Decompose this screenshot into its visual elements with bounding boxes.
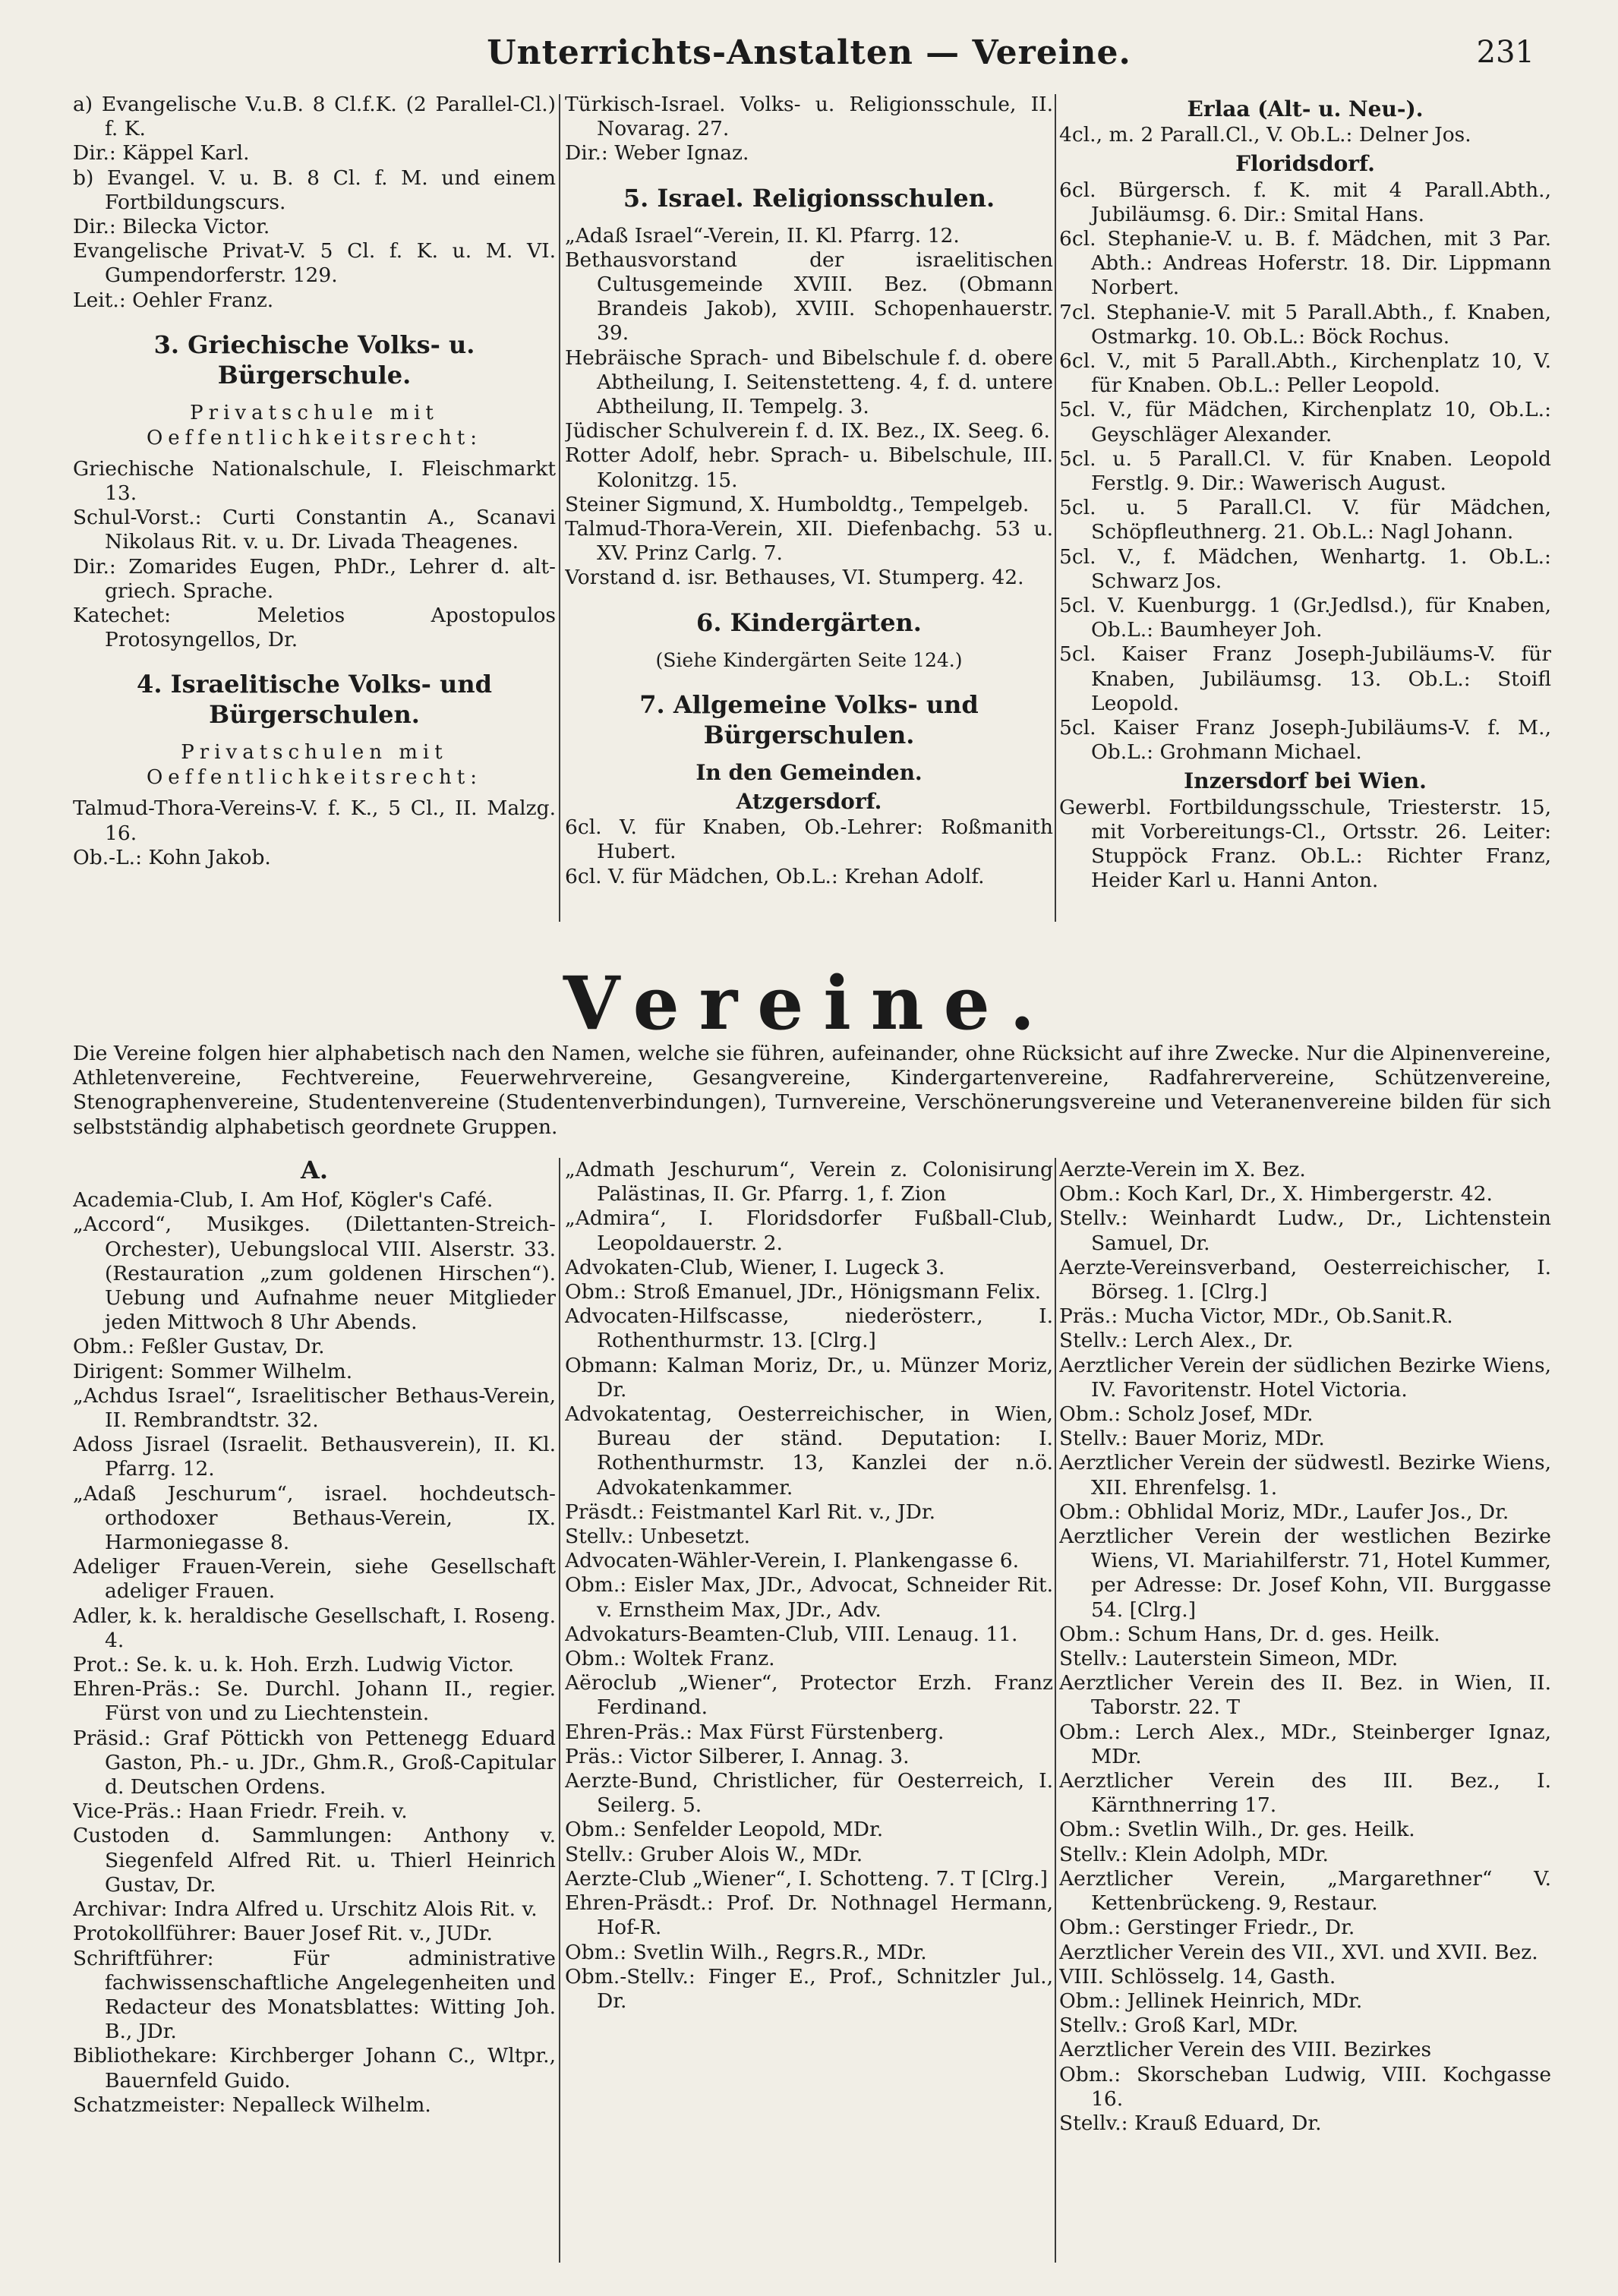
entry: Obm.: Eisler Max, JDr., Advocat, Schneider Rit. v. Ernstheim Max, JDr., Adv. xyxy=(565,1573,1053,1622)
entry: Custoden d. Sammlungen: Anthony v. Siegenfeld Alfred Rit. u. Thierl Heinrich Gustav, Dr. xyxy=(73,1824,556,1897)
entry: Präsid.: Graf Pöttickh von Pettenegg Eduard Gaston, Ph.- u. JDr., Ghm.R., Groß-Capitular d. Deutschen Ordens. xyxy=(73,1726,556,1799)
entry: Obm.: Stroß Emanuel, JDr., Hönigsmann Felix. xyxy=(565,1280,1042,1304)
entry: Ehren-Präs.: Max Fürst Fürstenberg. xyxy=(565,1720,945,1744)
entry: Obm.: Koch Karl, Dr., X. Himbergerstr. 42. xyxy=(1059,1182,1493,1206)
entry: Advocaten-Hilfscasse, niederösterr., I. Rothenthurmstr. 13. [Clrg.] xyxy=(565,1304,1053,1353)
entry: 5cl. Kaiser Franz Joseph-Jubiläums-V. f. M., Ob.L.: Grohmann Michael. xyxy=(1059,716,1551,765)
entry: Talmud-Thora-Verein, XII. Diefenbachg. 53 u. XV. Prinz Carlg. 7. xyxy=(565,517,1053,566)
entry: Obm.: Svetlin Wilh., Regrs.R., MDr. xyxy=(565,1940,927,1964)
subsection-heading: 7. Allgemeine Volks- und Bürgerschulen. xyxy=(639,689,979,749)
entry: 6cl. Stephanie-V. u. B. f. Mädchen, mit 3 Par. Abth.: Andreas Hoferstr. 18. Dir. Lippmann Norbert. xyxy=(1059,227,1551,300)
entry: Obm.: Skorscheban Ludwig, VIII. Kochgasse 16. xyxy=(1059,2062,1551,2111)
entry: Schriftführer: Für administrative fachwissenschaftliche Angelegenheiten und Redacteur des Monatsblattes: Witting Joh. B., JDr. xyxy=(73,1946,556,2044)
entry: Stellv.: Unbesetzt. xyxy=(565,1525,751,1549)
entry: Stellv.: Lerch Alex., Dr. xyxy=(1059,1329,1294,1353)
entry: Obm.-Stellv.: Finger E., Prof., Schnitzler Jul., Dr. xyxy=(565,1964,1053,2013)
entry: Aerztlicher Verein, „Margarethner“ V. Kettenbrückeng. 9, Restaur. xyxy=(1059,1866,1551,1916)
entry: Dir.: Weber Ignaz. xyxy=(565,141,749,166)
running-header xyxy=(0,30,1618,76)
entry: 4cl., m. 2 Parall.Cl., V. Ob.L.: Delner Jos. xyxy=(1059,123,1471,147)
entry: Aerzte-Verein im X. Bez. xyxy=(1059,1158,1306,1181)
entry: Präsdt.: Feistmantel Karl Rit. v., JDr. xyxy=(565,1500,936,1524)
entry: Prot.: Se. k. u. k. Hoh. Erzh. Ludwig Victor. xyxy=(73,1653,515,1677)
page-number: 231 xyxy=(1476,35,1534,70)
entry: 5cl. Kaiser Franz Joseph-Jubiläums-V. für Knaben, Jubiläumsg. 13. Ob.L.: Stoifl Leopold. xyxy=(1059,642,1551,715)
entry: Obm.: Svetlin Wilh., Dr. ges. Heilk. xyxy=(1059,1818,1415,1842)
entry: Advocaten-Wähler-Verein, I. Plankengasse 6. xyxy=(565,1549,1019,1573)
place-heading: Erlaa (Alt- u. Neu-). xyxy=(1187,96,1424,121)
entry: Dirigent: Sommer Wilhelm. xyxy=(73,1359,353,1383)
entry: Stellv.: Groß Karl, MDr. xyxy=(1059,2014,1299,2038)
section-heading-vereine: Vereine. xyxy=(563,960,1055,1046)
entry: Schul-Vorst.: Curti Constantin A., Scanavi Nikolaus Rit. v. u. Dr. Livada Theagenes. xyxy=(73,506,556,554)
entry: Stellv.: Gruber Alois W., MDr. xyxy=(565,1842,863,1866)
entry: Jüdischer Schulverein f. d. IX. Bez., IX. Seeg. 6. xyxy=(565,419,1050,443)
entry: Katechet: Meletios Apostopulos Protosyngellos, Dr. xyxy=(73,604,556,652)
entry: 6cl. V., mit 5 Parall.Abth., Kirchenplatz 10, V. für Knaben. Ob.L.: Peller Leopold. xyxy=(1059,349,1551,398)
entry: Academia-Club, I. Am Hof, Kögler's Café. xyxy=(73,1188,494,1213)
entry: Schatzmeister: Nepalleck Wilhelm. xyxy=(73,2093,431,2117)
entry: Obm.: Scholz Josef, MDr. xyxy=(1059,1402,1314,1427)
entry: Archivar: Indra Alfred u. Urschitz Alois Rit. v. xyxy=(73,1897,538,1922)
place-heading: In den Gemeinden. xyxy=(695,759,923,785)
entry: Ob.-L.: Kohn Jakob. xyxy=(73,845,271,869)
entry: „Admath Jeschurum“, Verein z. Colonisirung Palästinas, II. Gr. Pfarrg. 1, f. Zion xyxy=(565,1158,1053,1206)
entry: 6cl. V. für Knaben, Ob.-Lehrer: Roßmanith Hubert. xyxy=(565,815,1053,864)
entry: Stellv.: Lauterstein Simeon, MDr. xyxy=(1059,1647,1399,1671)
column-rule xyxy=(559,94,560,922)
entry: Gewerbl. Fortbildungsschule, Triesterstr. 15, mit Vorbereitungs-Cl., Ortsstr. 26. Leiter: Stuppöck Franz. Ob.L.: Richter Franz, Heider Karl u. Hanni Anton. xyxy=(1059,795,1551,893)
entry: Obm.: Woltek Franz. xyxy=(565,1647,775,1671)
entry: Bethausvorstand der israelitischen Cultusgemeinde XVIII. Bez. (Obmann Brandeis Jakob), XVIII. Schopenhauerstr. 39. xyxy=(565,248,1053,345)
entry: a) Evangelische V.u.B. 8 Cl.f.K. (2 Parallel-Cl.) f. K. xyxy=(73,93,556,141)
entry: Talmud-Thora-Vereins-V. f. K., 5 Cl., II. Malzg. 16. xyxy=(73,796,556,845)
entry: Bibliothekare: Kirchberger Johann C., Wltpr., Bauernfeld Guido. xyxy=(73,2044,556,2093)
entry: Leit.: Oehler Franz. xyxy=(73,288,274,312)
entry: Obm.: Jellinek Heinrich, MDr. xyxy=(1059,1988,1363,2013)
entry: Präs.: Victor Silberer, I. Annag. 3. xyxy=(565,1744,910,1768)
entry: Hebräische Sprach- und Bibelschule f. d. obere Abtheilung, I. Seitenstetteng. 4, f. d. untere Abtheilung, II. Tempelg. 3. xyxy=(565,345,1053,419)
entry: Aerztlicher Verein des II. Bez. in Wien, II. Taborstr. 22. T xyxy=(1059,1671,1551,1720)
entry: Stellv.: Bauer Moriz, MDr. xyxy=(1059,1427,1325,1451)
place-heading: Atzgersdorf. xyxy=(736,789,882,815)
entry: Stellv.: Klein Adolph, MDr. xyxy=(1059,1842,1329,1866)
bottom-column-2 xyxy=(565,1158,1053,2259)
entry: Obm.: Schum Hans, Dr. d. ges. Heilk. xyxy=(1059,1622,1440,1646)
entry: „Accord“, Musikges. (Dilettanten-Streich-Orchester), Uebungslocal VIII. Alserstr. 33. (Restauration „zum goldenen Hirschen“). Uebung und Aufnahme neuer Mitglieder jeden Mittwoch 8 Uhr Abends. xyxy=(73,1213,556,1335)
entry: Evangelische Privat-V. 5 Cl. f. K. u. M. VI. Gumpendorferstr. 129. xyxy=(73,239,556,288)
entry: Aerztlicher Verein der südlichen Bezirke Wiens, IV. Favoritenstr. Hotel Victoria. xyxy=(1059,1353,1551,1402)
entry: 5cl. u. 5 Parall.Cl. V. für Knaben. Leopold Ferstlg. 9. Dir.: Wawerisch August. xyxy=(1059,446,1551,496)
entry: Obm.: Gerstinger Friedr., Dr. xyxy=(1059,1916,1355,1940)
entry: 6cl. V. für Mädchen, Ob.L.: Krehan Adolf. xyxy=(565,864,985,888)
entry: Stellv.: Krauß Eduard, Dr. xyxy=(1059,2111,1322,2135)
entry: 5cl. u. 5 Parall.Cl. V. für Mädchen, Schöpfleuthnerg. 21. Ob.L.: Nagl Johann. xyxy=(1059,496,1551,544)
entry: Griechische Nationalschule, I. Fleischmarkt 13. xyxy=(73,456,556,506)
place-heading: Floridsdorf. xyxy=(1235,151,1375,177)
entry: Protokollführer: Bauer Josef Rit. v., JUDr. xyxy=(73,1922,493,1946)
entry: Obm.: Obhlidal Moriz, MDr., Laufer Jos., Dr. xyxy=(1059,1500,1509,1524)
entry: Adoss Jisrael (Israelit. Bethausverein), II. Kl. Pfarrg. 12. xyxy=(73,1433,556,1481)
bottom-column-3 xyxy=(1059,1158,1551,2259)
entry: Obm.: Lerch Alex., MDr., Steinberger Ignaz, MDr. xyxy=(1059,1720,1551,1768)
entry: Obm.: Senfelder Leopold, MDr. xyxy=(565,1818,884,1842)
entry: Aerzte-Vereinsverband, Oesterreichischer, I. Börseg. 1. [Clrg.] xyxy=(1059,1255,1551,1304)
entry: Obmann: Kalman Moriz, Dr., u. Münzer Moriz, Dr. xyxy=(565,1353,1053,1402)
entry: Steiner Sigmund, X. Humboldtg., Tempelgeb. xyxy=(565,492,1030,516)
subsection-heading: 5. Israel. Religionsschulen. xyxy=(623,183,995,213)
entry: b) Evangel. V. u. B. 8 Cl. f. M. und einem Fortbildungscurs. xyxy=(73,166,556,214)
entry: Advokatentag, Oesterreichischer, in Wien, Bureau der ständ. Deputation: I. Rothenthurmstr. 13, Kanzlei der n.ö. Advokatenkammer. xyxy=(565,1402,1053,1500)
top-column-2 xyxy=(565,93,1053,916)
entry: Türkisch-Israel. Volks- u. Religionsschule, II. Novarag. 27. xyxy=(565,93,1053,141)
entry: Aerzte-Club „Wiener“, I. Schotteng. 7. T [Clrg.] xyxy=(565,1866,1048,1891)
subsection-heading: 3. Griechische Volks- u. Bürgerschule. xyxy=(153,330,475,390)
letter-heading: A. xyxy=(301,1158,328,1184)
column-rule xyxy=(559,1158,560,2263)
entry: Aëroclub „Wiener“, Protector Erzh. Franz Ferdinand. xyxy=(565,1671,1053,1720)
entry: VIII. Schlösselg. 14, Gasth. xyxy=(1059,1964,1336,1988)
entry: (Siehe Kindergärten Seite 124.) xyxy=(655,648,963,671)
entry: Aerztlicher Verein der südwestl. Bezirke Wiens, XII. Ehrenfelsg. 1. xyxy=(1059,1451,1551,1500)
entry: Rotter Adolf, hebr. Sprach- u. Bibelschule, III. Kolonitzg. 15. xyxy=(565,443,1053,492)
spaced-subheading: Privatschulen mit Oeffentlichkeitsrecht: xyxy=(146,741,483,790)
entry: Aerztlicher Verein des III. Bez., I. Kärnthnerring 17. xyxy=(1059,1769,1551,1818)
entry: Stellv.: Weinhardt Ludw., Dr., Lichtenstein Samuel, Dr. xyxy=(1059,1206,1551,1255)
vereine-intro: Die Vereine folgen hier alphabetisch nach den Namen, welche sie führen, aufeinander, ohne Rücksicht auf ihre Zwecke. Nur die Alpinenvereine, Athletenvereine, Fechtvereine, Feuerwehrvereine, Gesangvereine, Kindergartenvereine, Radfahrervereine, Schützenvereine, Stenographenvereine, Studentenvereine (Studentenverbindungen), Turnvereine, Verschönerungsvereine und Veteranenvereine bilden für sich selbstständig alphabetisch geordnete Gruppen. xyxy=(73,1042,1551,1139)
entry: 5cl. V., f. Mädchen, Wenhartg. 1. Ob.L.: Schwarz Jos. xyxy=(1059,544,1551,593)
entry: Aerzte-Bund, Christlicher, für Oesterreich, I. Seilerg. 5. xyxy=(565,1769,1053,1818)
entry: „Adaß Israel“-Verein, II. Kl. Pfarrg. 12. xyxy=(565,223,960,248)
entry: „Adaß Jeschurum“, israel. hochdeutsch-orthodoxer Bethaus-Verein, IX. Harmoniegasse 8. xyxy=(73,1481,556,1555)
entry: 6cl. Bürgersch. f. K. mit 4 Parall.Abth., Jubiläumsg. 6. Dir.: Smital Hans. xyxy=(1059,178,1551,226)
entry: „Achdus Israel“, Israelitischer Bethaus-Verein, II. Rembrandtstr. 32. xyxy=(73,1383,556,1433)
entry: Adler, k. k. heraldische Gesellschaft, I. Roseng. 4. xyxy=(73,1604,556,1652)
spaced-subheading: Privatschule mit Oeffentlichkeitsrecht: xyxy=(146,401,483,449)
entry: Advokaten-Club, Wiener, I. Lugeck 3. xyxy=(565,1255,945,1279)
column-rule xyxy=(1055,1158,1056,2263)
entry: Aerztlicher Verein der westlichen Bezirke Wiens, VI. Mariahilferstr. 71, Hotel Kummer, per Adresse: Dr. Josef Kohn, VII. Burggasse 54. [Clrg.] xyxy=(1059,1525,1551,1622)
subsection-heading: 4. Israelitische Volks- und Bürgerschulen. xyxy=(137,670,492,730)
entry: Advokaturs-Beamten-Club, VIII. Lenaug. 11. xyxy=(565,1622,1018,1646)
top-column-1 xyxy=(73,93,556,916)
entry: Dir.: Bilecka Victor. xyxy=(73,215,270,239)
entry: „Admira“, I. Floridsdorfer Fußball-Club, Leopoldauerstr. 2. xyxy=(565,1206,1053,1255)
column-rule xyxy=(1055,94,1056,922)
entry: Dir.: Käppel Karl. xyxy=(73,141,250,166)
bottom-column-1 xyxy=(73,1158,556,2259)
entry: Ehren-Präs.: Se. Durchl. Johann II., regier. Fürst von und zu Liechtenstein. xyxy=(73,1677,556,1726)
entry: Vorstand d. isr. Bethauses, VI. Stumperg. 42. xyxy=(565,566,1024,590)
entry: Adeliger Frauen-Verein, siehe Gesellschaft adeliger Frauen. xyxy=(73,1555,556,1604)
entry: Aerztlicher Verein des VIII. Bezirkes xyxy=(1059,2038,1432,2062)
subsection-heading: 6. Kindergärten. xyxy=(696,607,922,637)
top-column-3 xyxy=(1059,93,1551,916)
entries xyxy=(73,1188,556,2118)
entry: Vice-Präs.: Haan Friedr. Freih. v. xyxy=(73,1799,408,1824)
place-heading: Inzersdorf bei Wien. xyxy=(1184,768,1427,794)
entry: Obm.: Feßler Gustav, Dr. xyxy=(73,1335,325,1359)
entry: 5cl. V., für Mädchen, Kirchenplatz 10, Ob.L.: Geyschläger Alexander. xyxy=(1059,398,1551,446)
entry: 7cl. Stephanie-V. mit 5 Parall.Abth., f. Knaben, Ostmarkg. 10. Ob.L.: Böck Rochus. xyxy=(1059,300,1551,348)
entry: Dir.: Zomarides Eugen, PhDr., Lehrer d. alt-griech. Sprache. xyxy=(73,554,556,603)
running-title: Unterrichts-Anstalten — Vereine. xyxy=(487,33,1131,72)
entry: 5cl. V. Kuenburgg. 1 (Gr.Jedlsd.), für Knaben, Ob.L.: Baumheyer Joh. xyxy=(1059,594,1551,642)
entry: Präs.: Mucha Victor, MDr., Ob.Sanit.R. xyxy=(1059,1304,1453,1329)
entry: Ehren-Präsdt.: Prof. Dr. Nothnagel Hermann, Hof-R. xyxy=(565,1891,1053,1940)
entry: Aerztlicher Verein des VII., XVI. und XVII. Bez. xyxy=(1059,1940,1538,1964)
